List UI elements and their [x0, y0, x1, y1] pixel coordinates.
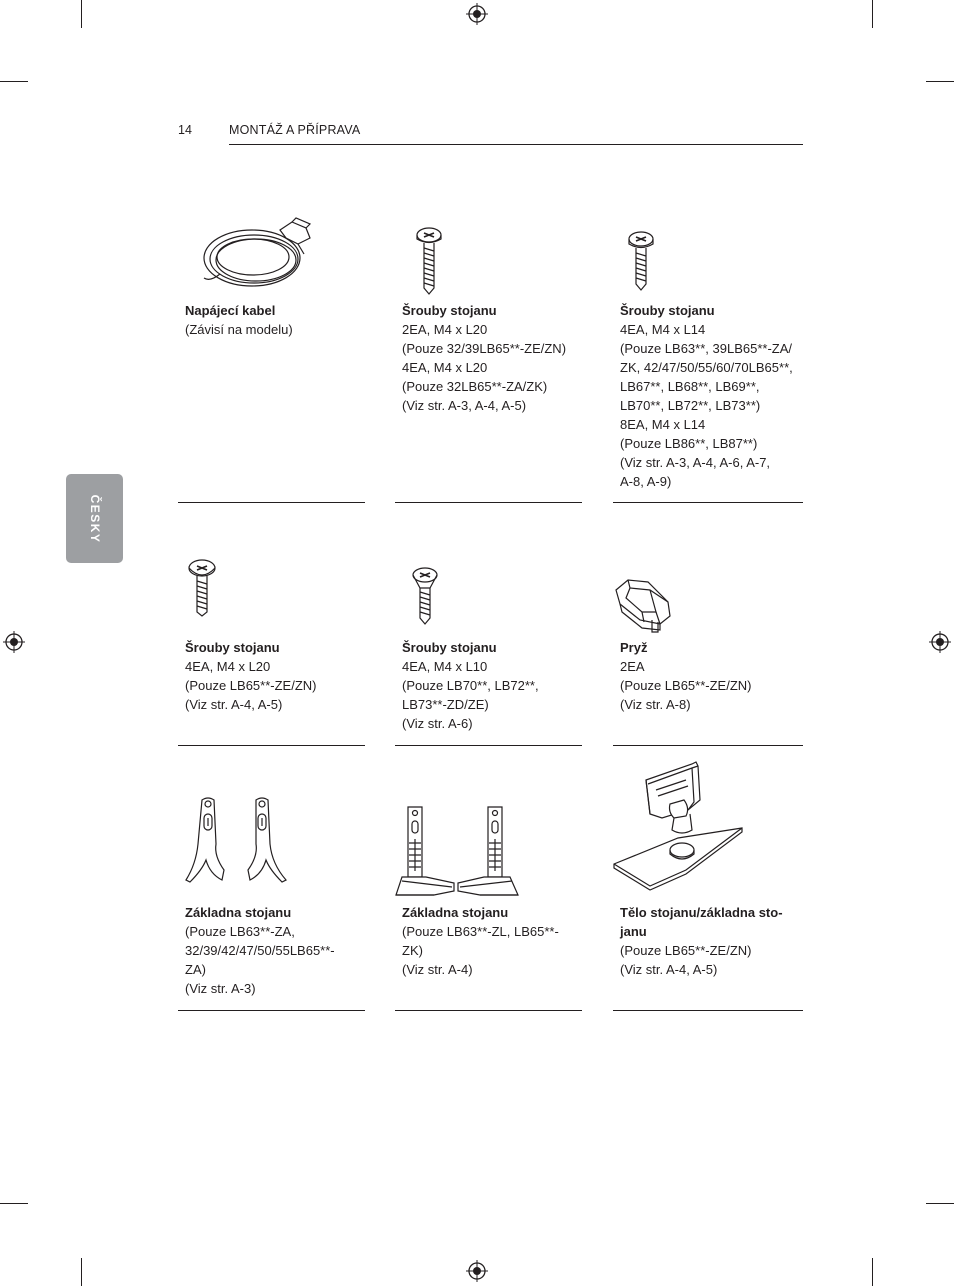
stand-screw-icon: [186, 558, 218, 618]
registration-mark-icon: [466, 1260, 488, 1282]
stand-screw-icon: [626, 230, 656, 292]
item-caption: [185, 903, 370, 998]
item-caption: [620, 638, 805, 714]
item-divider: [178, 502, 365, 503]
crop-mark: [0, 1203, 28, 1204]
item-detail: (Pouze LB65**-ZE/ZN): [620, 943, 752, 958]
stand-base-legs-icon: [184, 794, 292, 886]
item-caption: [620, 903, 805, 979]
item-detail: (Viz str. A-8): [620, 697, 691, 712]
crop-mark: [926, 1203, 954, 1204]
item-detail: (Pouze LB63**-ZL, LB65**-: [402, 924, 559, 939]
item-divider: [178, 1010, 365, 1011]
item-caption: [620, 301, 805, 491]
stand-screw-icon: [410, 566, 440, 626]
item-detail: 4EA, M4 x L20: [185, 659, 271, 674]
section-title: MONTÁŽ A PŘÍPRAVA: [229, 123, 361, 137]
item-detail: 32/39/42/47/50/55LB65**-: [185, 943, 335, 958]
item-detail: (Pouze LB65**-ZE/ZN): [620, 678, 752, 693]
item-divider: [613, 502, 803, 503]
item-name-continued: janu: [620, 924, 647, 939]
crop-mark: [872, 0, 873, 28]
item-divider: [613, 745, 803, 746]
item-detail: (Pouze 32/39LB65**-ZE/ZN): [402, 341, 567, 356]
crop-mark: [81, 0, 82, 28]
item-divider: [395, 1010, 582, 1011]
stand-screw-icon: [414, 226, 444, 296]
item-detail: 2EA: [620, 659, 645, 674]
item-name: Tělo stojanu/základna sto-: [620, 905, 783, 920]
power-cable-icon: [200, 216, 318, 291]
item-name: Napájecí kabel: [185, 303, 276, 318]
registration-mark-icon: [3, 631, 25, 653]
crop-mark: [81, 1258, 82, 1286]
crop-mark: [872, 1258, 873, 1286]
item-name: Šrouby stojanu: [185, 640, 280, 655]
item-detail: (Pouze LB86**, LB87**): [620, 436, 758, 451]
item-detail: (Viz str. A-4): [402, 962, 473, 977]
item-detail: ZA): [185, 962, 206, 977]
item-detail: 4EA, M4 x L14: [620, 322, 706, 337]
item-detail: LB70**, LB72**, LB73**): [620, 398, 761, 413]
item-name: Šrouby stojanu: [402, 303, 497, 318]
item-detail: (Závisí na modelu): [185, 322, 293, 337]
item-detail: 8EA, M4 x L14: [620, 417, 706, 432]
item-detail: (Viz str. A-4, A-5): [620, 962, 718, 977]
header-divider: [229, 144, 803, 145]
item-caption: [402, 903, 587, 979]
crop-mark: [926, 81, 954, 82]
item-detail: LB67**, LB68**, LB69**,: [620, 379, 760, 394]
item-detail: (Pouze LB63**-ZA,: [185, 924, 295, 939]
item-detail: 4EA, M4 x L10: [402, 659, 488, 674]
stand-base-feet-icon: [394, 803, 520, 897]
item-name: Šrouby stojanu: [402, 640, 497, 655]
item-caption: [402, 301, 587, 415]
item-name: Základna stojanu: [185, 905, 292, 920]
item-name: Základna stojanu: [402, 905, 509, 920]
registration-mark-icon: [466, 3, 488, 25]
item-detail: 2EA, M4 x L20: [402, 322, 488, 337]
item-detail: (Viz str. A-6): [402, 716, 473, 731]
item-detail: ZK): [402, 943, 423, 958]
item-name: Pryž: [620, 640, 648, 655]
item-detail: (Pouze LB70**, LB72**,: [402, 678, 539, 693]
item-detail: LB73**-ZD/ZE): [402, 697, 489, 712]
item-detail: ZK, 42/47/50/55/60/70LB65**,: [620, 360, 793, 375]
language-tab: [66, 474, 123, 563]
item-detail: (Viz str. A-3, A-4, A-6, A-7,: [620, 455, 771, 470]
item-caption: [185, 638, 370, 714]
crop-mark: [0, 81, 28, 82]
item-detail: 4EA, M4 x L20: [402, 360, 488, 375]
stand-body-base-icon: [612, 760, 744, 890]
item-detail: (Pouze LB63**, 39LB65**-ZA/: [620, 341, 792, 356]
page-number: 14: [178, 123, 192, 137]
item-caption: [185, 301, 370, 339]
item-detail: (Pouze 32LB65**-ZA/ZK): [402, 379, 548, 394]
item-detail: (Viz str. A-3): [185, 981, 256, 996]
item-divider: [178, 745, 365, 746]
item-detail: (Viz str. A-3, A-4, A-5): [402, 398, 527, 413]
language-tab-label: ČESKY: [87, 494, 102, 543]
item-divider: [395, 502, 582, 503]
item-detail: (Pouze LB65**-ZE/ZN): [185, 678, 317, 693]
rubber-pad-icon: [612, 576, 674, 634]
item-detail: A-8, A-9): [620, 474, 672, 489]
item-detail: (Viz str. A-4, A-5): [185, 697, 283, 712]
registration-mark-icon: [929, 631, 951, 653]
item-caption: [402, 638, 587, 733]
item-name: Šrouby stojanu: [620, 303, 715, 318]
item-divider: [613, 1010, 803, 1011]
item-divider: [395, 745, 582, 746]
